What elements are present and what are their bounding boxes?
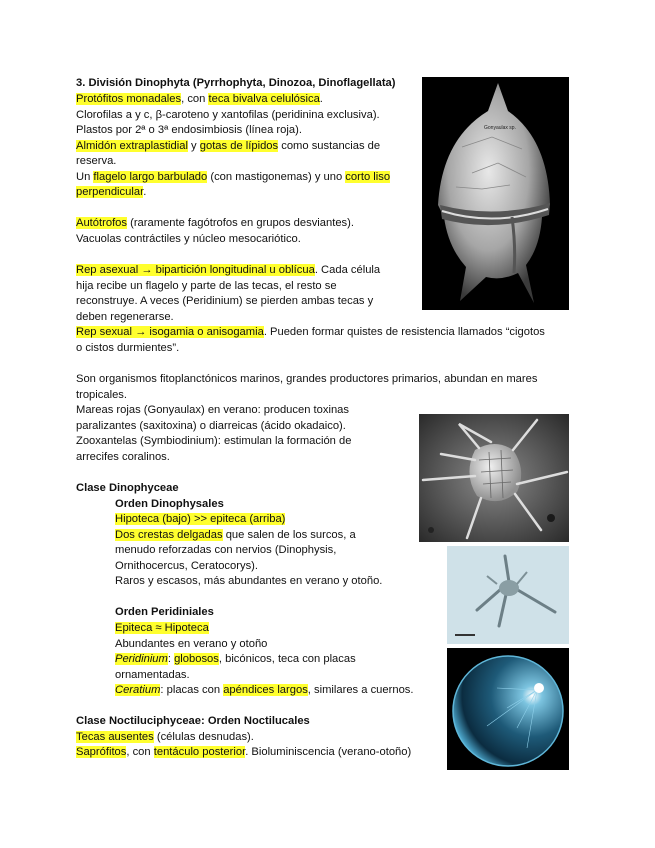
gonyaulax-illustration (422, 77, 569, 310)
order-dinophysales-heading: Orden Dinophysales (115, 498, 224, 510)
reproduction-line-1: Rep asexual → bipartición longitudinal u oblícua. Cada célula (76, 264, 381, 276)
intro-line-1: Protófitos monadales, con teca bivalva celulósica. (76, 93, 323, 105)
dinophysales-line-4: Ornithocercus, Ceratocorys). (115, 560, 258, 572)
section-title: 3. División Dinophyta (Pyrrhophyta, Dinozoa, Dinoflagellata) (76, 77, 396, 89)
noctiluca-illustration (447, 648, 569, 770)
peridiniales-line-4: ornamentadas. (115, 669, 190, 681)
ecology-line-4: paralizantes (saxitoxina) o diarreicas (ácido okadaico). (76, 420, 346, 432)
ceratium-lm-image (447, 546, 569, 644)
intro-line-2: Clorofilas a y c, β-caroteno y xantofilas (peridinina exclusiva). (76, 109, 380, 121)
order-peridiniales-heading: Orden Peridiniales (115, 606, 214, 618)
noctiluciphyceae-line-2: Saprófitos, con tentáculo posterior. Bioluminiscencia (verano-otoño) (76, 746, 412, 758)
dinophysales-line-1: Hipoteca (bajo) >> epiteca (arriba) (115, 513, 286, 525)
ceratocorys-sem-image (419, 414, 569, 542)
reproduction-line-4: deben regenerarse. (76, 311, 174, 323)
ecology-line-2: tropicales. (76, 389, 127, 401)
intro-line-7: perpendicular. (76, 186, 147, 198)
peridiniales-line-5: Ceratium: placas con apéndices largos, similares a cuernos. (115, 684, 414, 696)
peridiniales-line-3: Peridinium: globosos, bicónicos, teca con placas (115, 653, 356, 665)
ecology-line-5: Zooxantelas (Symbiodinium): estimulan la formación de (76, 435, 352, 447)
intro-line-5: reserva. (76, 155, 117, 167)
ecology-line-1: Son organismos fitoplanctónicos marinos, grandes productores primarios, abundan en mares (76, 373, 538, 385)
nutrition-line-1: Autótrofos (raramente fagótrofos en grupos desviantes). (76, 217, 354, 229)
intro-line-3: Plastos por 2ª o 3ª endosimbiosis (línea roja). (76, 124, 302, 136)
intro-line-4: Almidón extraplastidial y gotas de lípidos como sustancias de (76, 140, 381, 152)
reproduction-line-2: hija recibe un flagelo y parte de las tecas, el resto se (76, 280, 337, 292)
ceratium-illustration (447, 546, 569, 644)
ceratocorys-illustration (419, 414, 569, 542)
peridiniales-line-1: Epiteca ≈ Hipoteca (115, 622, 209, 634)
peridiniales-line-2: Abundantes en verano y otoño (115, 638, 268, 650)
reproduction-line-6: o cistos durmientes”. (76, 342, 180, 354)
dinophysales-line-2: Dos crestas delgadas que salen de los surcos, a (115, 529, 356, 541)
dinophysales-line-5: Raros y escasos, más abundantes en verano y otoño. (115, 575, 383, 587)
intro-line-6: Un flagelo largo barbulado (con mastigonemas) y uno corto liso (76, 171, 391, 183)
ecology-line-6: arrecifes coralinos. (76, 451, 170, 463)
reproduction-line-5: Rep sexual → isogamia o anisogamia. Pueden formar quistes de resistencia llamados “cigotos (76, 326, 545, 338)
class-noctiluciphyceae-heading: Clase Noctiluciphyceae: Orden Noctilucales (76, 715, 310, 727)
nutrition-line-2: Vacuolas contráctiles y núcleo mesocariótico. (76, 233, 301, 245)
noctiluca-image (447, 648, 569, 770)
gonyaulax-sem-image (422, 77, 569, 310)
reproduction-line-3: reconstruye. A veces (Peridinium) se pierden ambas tecas y (76, 295, 374, 307)
ecology-line-3: Mareas rojas (Gonyaulax) en verano: producen toxinas (76, 404, 349, 416)
noctiluciphyceae-line-1: Tecas ausentes (células desnudas). (76, 731, 254, 743)
class-dinophyceae-heading: Clase Dinophyceae (76, 482, 179, 494)
sem-scale-label: Gonyaulax sp. (484, 125, 516, 131)
dinophysales-line-3: menudo reforzadas con nervios (Dinophysis, (115, 544, 337, 556)
